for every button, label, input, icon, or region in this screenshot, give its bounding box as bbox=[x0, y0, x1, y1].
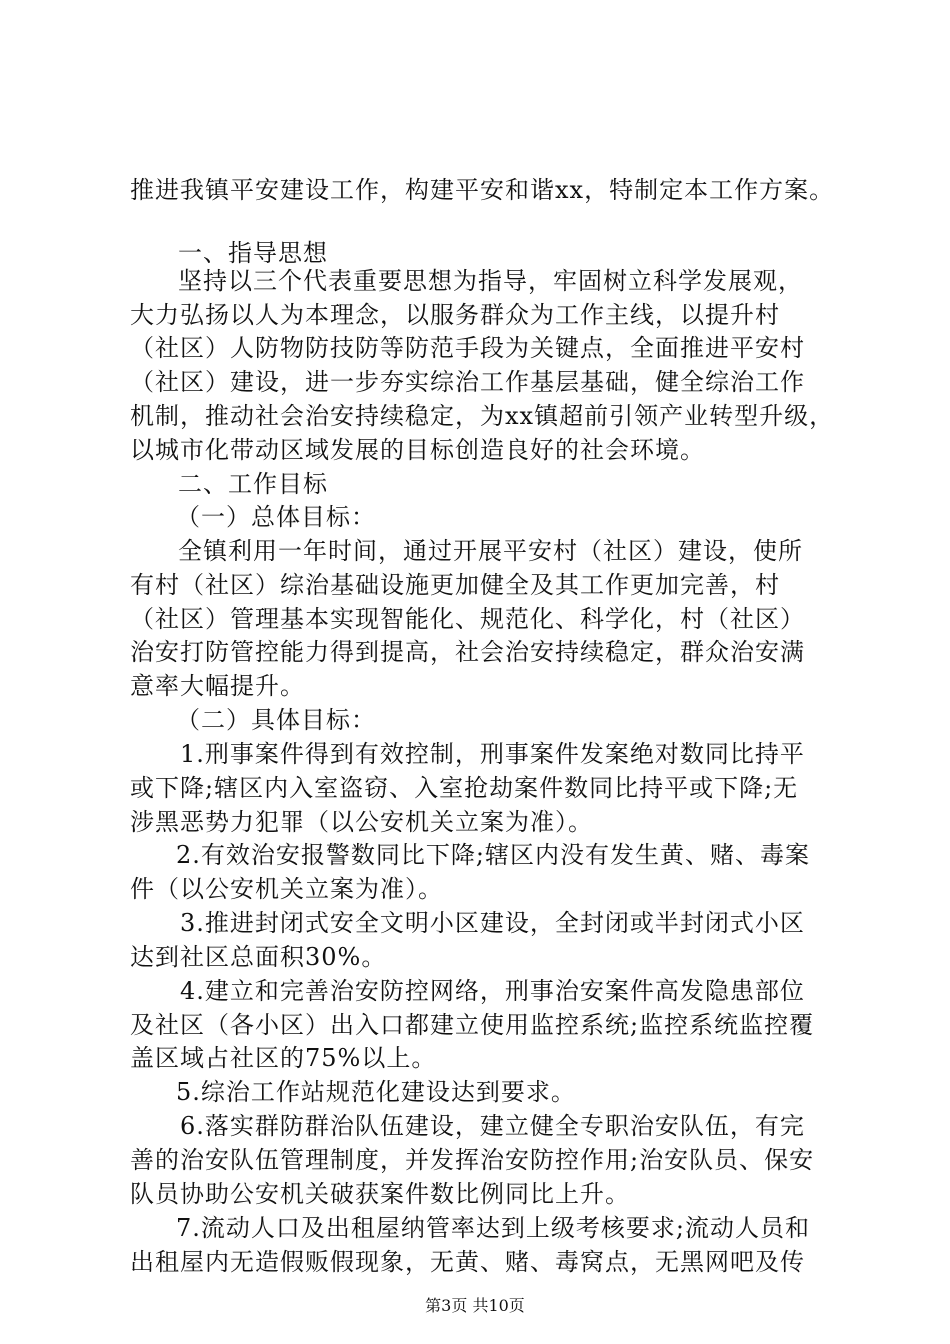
list-item-line: 2.有效治安报警数同比下降;辖区内没有发生黄、赌、毒案 bbox=[176, 841, 810, 869]
paragraph-line: 意率大幅提升。 bbox=[130, 672, 305, 700]
page-footer: 第3页 共10页 bbox=[425, 1296, 525, 1315]
list-item-line: 或下降;辖区内入室盗窃、入室抢劫案件数同比持平或下降;无 bbox=[130, 774, 799, 802]
subsection-heading-overall-goal: （一）总体目标： bbox=[176, 503, 376, 531]
list-item-line: 3.推进封闭式安全文明小区建设，全封闭或半封闭式小区 bbox=[180, 909, 805, 937]
subsection-heading-specific-goals: （二）具体目标： bbox=[176, 706, 376, 734]
list-item-line: 5.综治工作站规范化建设达到要求。 bbox=[176, 1078, 576, 1106]
paragraph-line: 以城市化带动区域发展的目标创造良好的社会环境。 bbox=[130, 436, 705, 464]
paragraph-line: （社区）建设，进一步夯实综治工作基层基础，健全综治工作 bbox=[130, 368, 805, 396]
list-item-line: 盖区域占社区的75%以上。 bbox=[130, 1044, 437, 1072]
paragraph-line: （社区）管理基本实现智能化、规范化、科学化，村（社区） bbox=[130, 605, 805, 633]
list-item-line: 4.建立和完善治安防控网络，刑事治安案件高发隐患部位 bbox=[180, 977, 805, 1005]
paragraph-line: 大力弘扬以人为本理念，以服务群众为工作主线，以提升村 bbox=[130, 301, 780, 329]
list-item-line: 7.流动人口及出租屋纳管率达到上级考核要求;流动人员和 bbox=[176, 1214, 810, 1242]
list-item-line: 及社区（各小区）出入口都建立使用监控系统;监控系统监控覆 bbox=[130, 1011, 815, 1039]
list-item-line: 出租屋内无造假贩假现象，无黄、赌、毒窝点，无黑网吧及传 bbox=[130, 1248, 805, 1276]
paragraph-line: （社区）人防物防技防等防范手段为关键点，全面推进平安村 bbox=[130, 334, 805, 362]
text-line-intro-end: 推进我镇平安建设工作，构建平安和谐xx，特制定本工作方案。 bbox=[130, 176, 835, 204]
list-item-line: 涉黑恶势力犯罪（以公安机关立案为准）。 bbox=[130, 808, 593, 836]
paragraph-line: 坚持以三个代表重要思想为指导，牢固树立科学发展观， bbox=[178, 267, 803, 295]
list-item-line: 件（以公安机关立案为准）。 bbox=[130, 875, 443, 903]
list-item-line: 队员协助公安机关破获案件数比例同比上升。 bbox=[130, 1180, 630, 1208]
list-item-line: 善的治安队伍管理制度，并发挥治安防控作用;治安队员、保安 bbox=[130, 1146, 815, 1174]
list-item-line: 1.刑事案件得到有效控制，刑事案件发案绝对数同比持平 bbox=[180, 740, 805, 768]
section-heading-work-goals: 二、工作目标 bbox=[178, 470, 328, 498]
paragraph-line: 机制，推动社会治安持续稳定，为xx镇超前引领产业转型升级， bbox=[130, 402, 835, 430]
paragraph-line: 全镇利用一年时间，通过开展平安村（社区）建设，使所 bbox=[178, 537, 803, 565]
list-item-line: 6.落实群防群治队伍建设，建立健全专职治安队伍，有完 bbox=[180, 1112, 805, 1140]
paragraph-line: 有村（社区）综治基础设施更加健全及其工作更加完善，村 bbox=[130, 571, 780, 599]
list-item-line: 达到社区总面积30%。 bbox=[130, 943, 387, 971]
paragraph-line: 治安打防管控能力得到提高，社会治安持续稳定，群众治安满 bbox=[130, 638, 805, 666]
section-heading-guiding-ideology: 一、指导思想 bbox=[178, 239, 328, 267]
